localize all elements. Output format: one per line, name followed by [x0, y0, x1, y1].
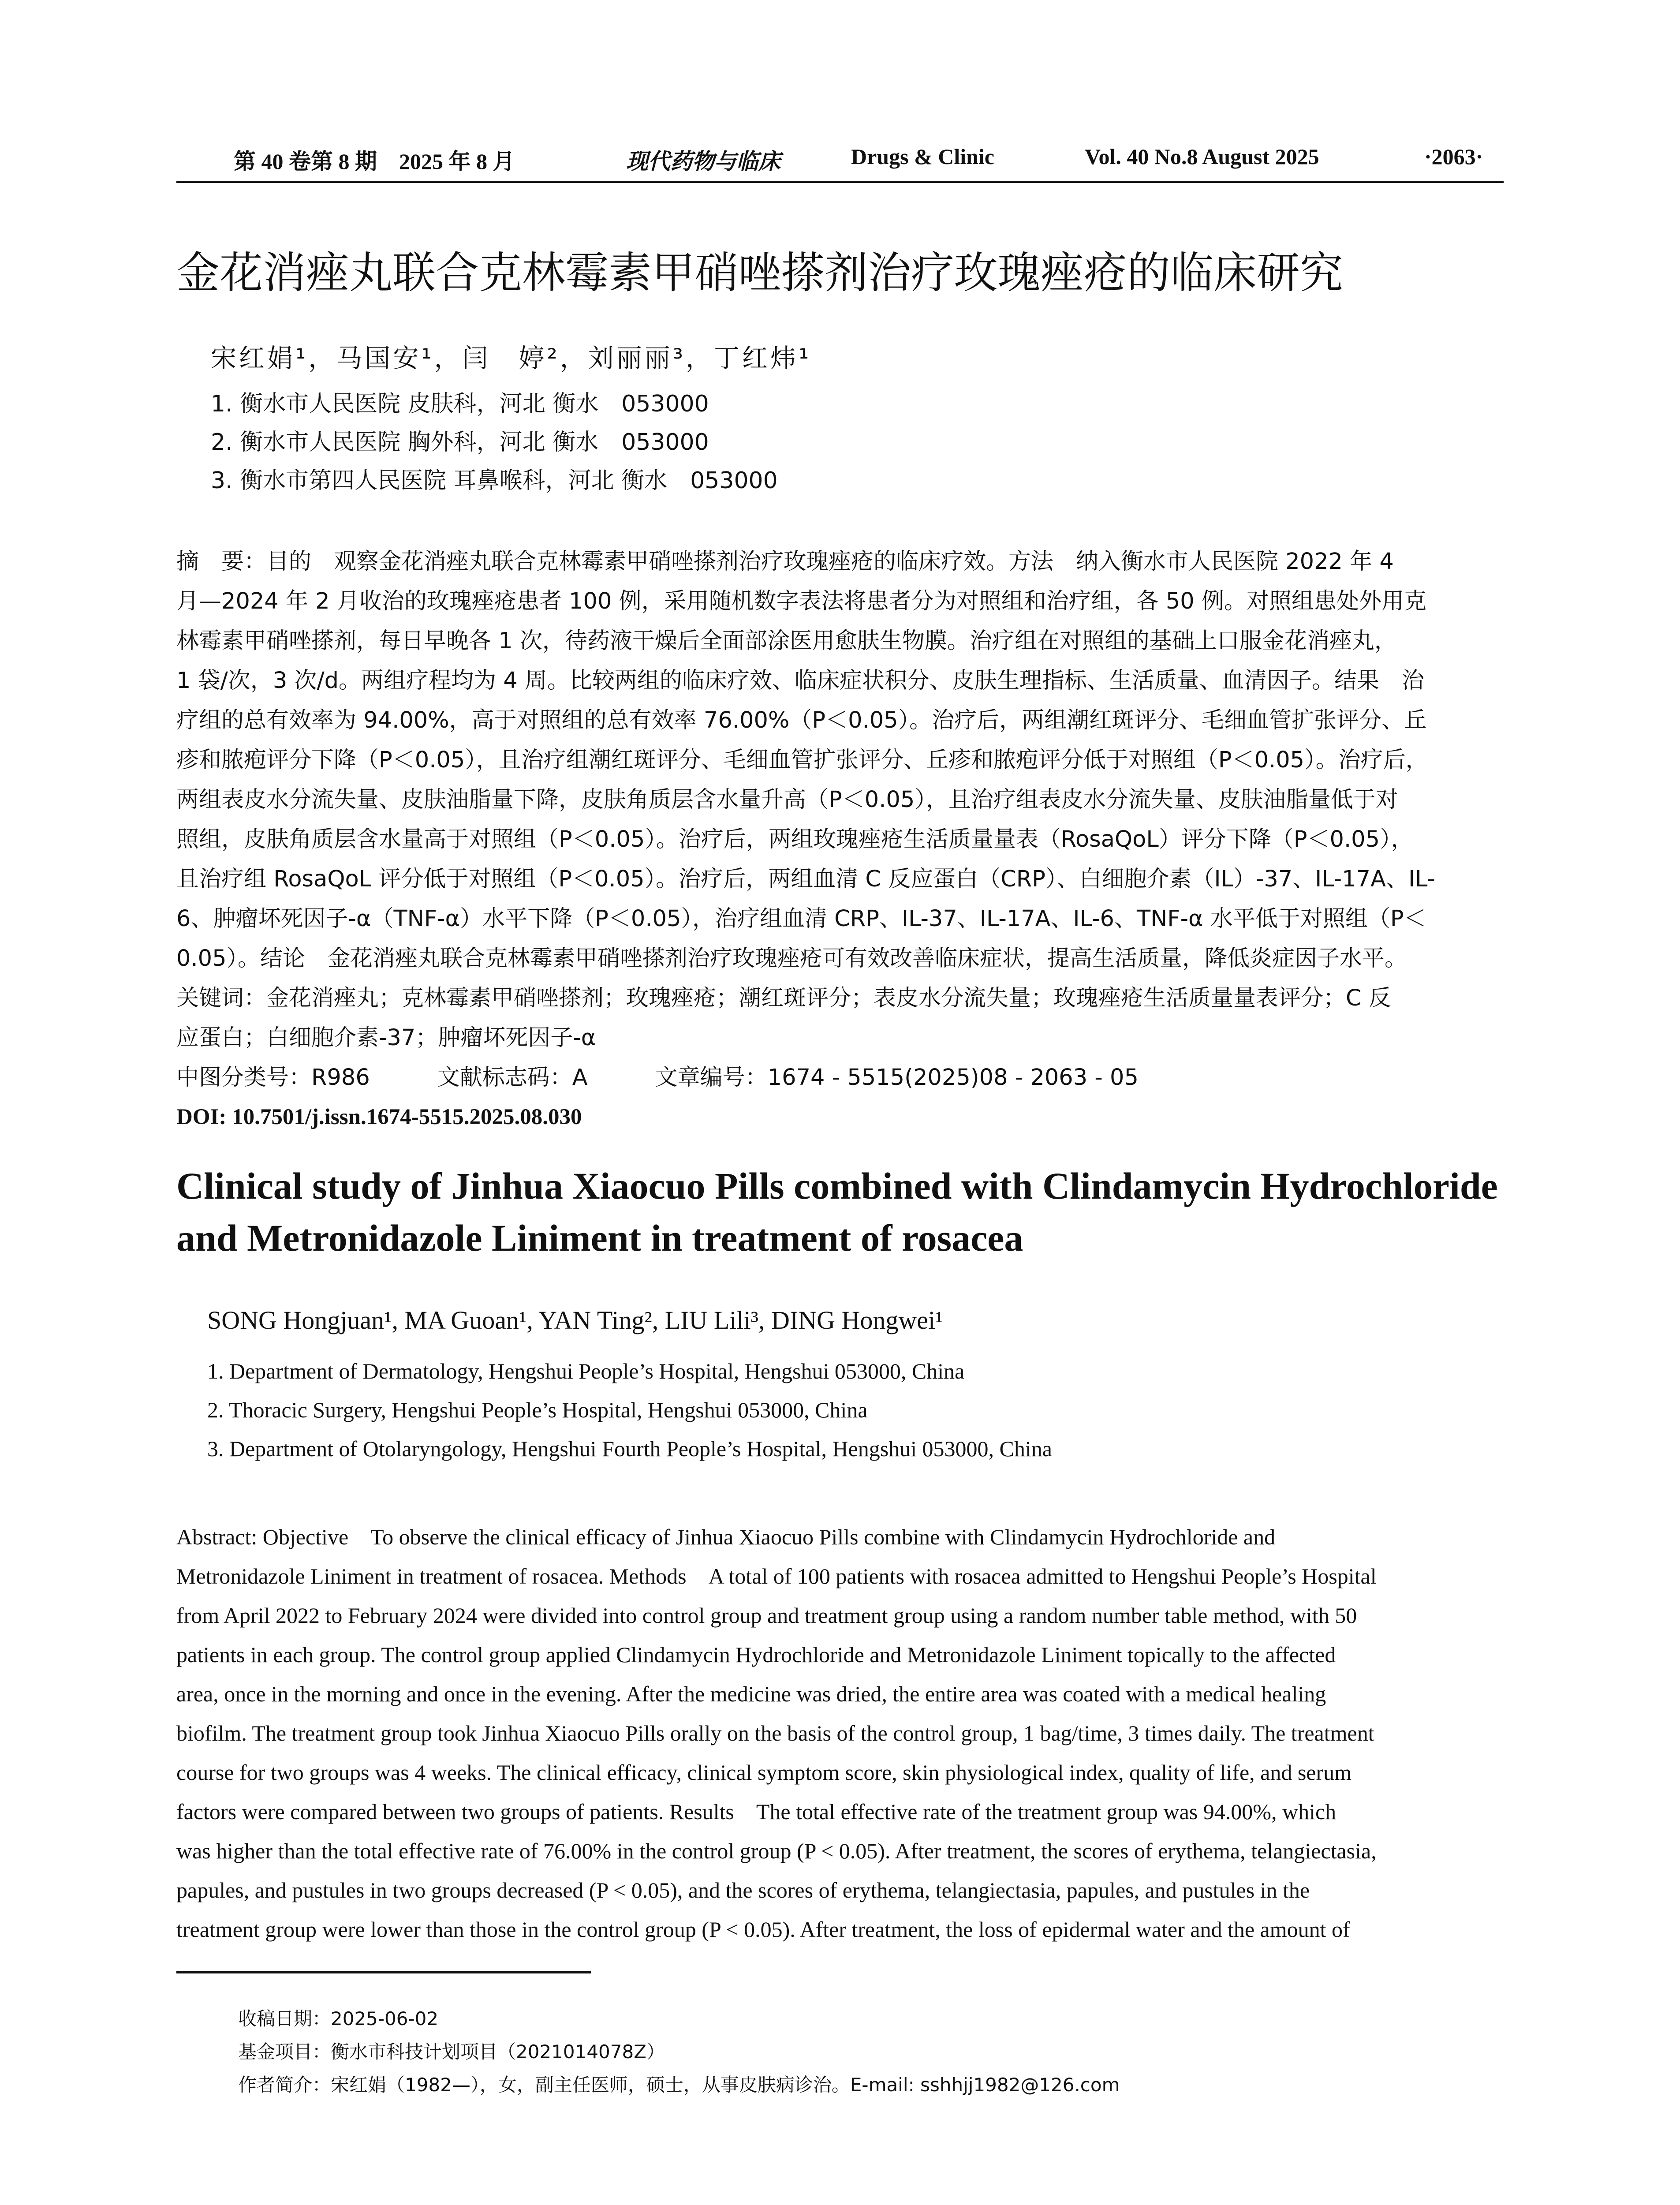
footnote-divider — [176, 1971, 591, 1973]
cn-abstract-line: 月—2024 年 2 月收治的玫瑰痤疮患者 100 例，采用随机数字表法将患者分为对照组和治疗组，各 50 例。对照组患处外用克 — [176, 588, 1426, 614]
en-abstract-line: papules, and pustules in two groups decreased (P < 0.05), and the scores of erythema, telangiectasia, papules, and pustules in the — [176, 1878, 1310, 1902]
cn-affiliation: 1. 衡水市人民医院 皮肤科，河北 衡水 053000 — [211, 391, 709, 417]
cn-abstract-line: 1 袋/次，3 次/d。两组疗程均为 4 周。比较两组的临床疗效、临床症状积分、皮肤生理指标、生活质量、血清因子。结果 治 — [176, 668, 1424, 694]
en-abstract-line: Metronidazole Liniment in treatment of rosacea. Methods A total of 100 patients with rosacea admitted to Hengshui People’s Hospital — [176, 1564, 1377, 1588]
en-abstract-line: from April 2022 to February 2024 were divided into control group and treatment group using a random number table method, with 50 — [176, 1603, 1357, 1628]
footnote-author-bio: 作者简介：宋红娟（1982—），女，副主任医师，硕士，从事皮肤病诊治。E-mail: sshhjj1982@126.com — [238, 2074, 1120, 2096]
cn-abstract-line: 且治疗组 RosaQoL 评分低于对照组（P＜0.05）。治疗后，两组血清 C 反应蛋白（CRP）、白细胞介素（IL）-37、IL-17A、IL- — [176, 866, 1435, 892]
cn-keywords-line: 应蛋白；白细胞介素-37；肿瘤坏死因子-α — [176, 1025, 596, 1051]
footnote-received: 收稿日期：2025-06-02 — [238, 2008, 439, 2029]
header-volume-en: Vol. 40 No.8 August 2025 — [1085, 144, 1319, 169]
en-title-line: Clinical study of Jinhua Xiaocuo Pills combined with Clindamycin Hydrochloride — [176, 1165, 1498, 1207]
cn-abstract-line: 照组，皮肤角质层含水量高于对照组（P＜0.05）。治疗后，两组玫瑰痤疮生活质量量表（RosaQoL）评分下降（P＜0.05）， — [176, 826, 1414, 852]
en-affiliation: 1. Department of Dermatology, Hengshui People’s Hospital, Hengshui 053000, China — [207, 1359, 965, 1383]
doi-line: DOI: 10.7501/j.issn.1674-5515.2025.08.030 — [176, 1105, 582, 1129]
cn-abstract-line: 两组表皮水分流失量、皮肤油脂量下降，皮肤角质层含水量升高（P＜0.05），且治疗组表皮水分流失量、皮肤油脂量低于对 — [176, 787, 1398, 813]
cn-affiliation: 3. 衡水市第四人民医院 耳鼻喉科，河北 衡水 053000 — [211, 467, 778, 494]
en-affiliation: 3. Department of Otolaryngology, Hengshui Fourth People’s Hospital, Hengshui 053000, China — [207, 1436, 1052, 1461]
cn-abstract-line: 摘 要：目的 观察金花消痤丸联合克林霉素甲硝唑搽剂治疗玫瑰痤疮的临床疗效。方法 纳入衡水市人民医院 2022 年 4 — [176, 549, 1394, 575]
header-page-number: ·2063· — [1424, 144, 1483, 169]
en-title — [176, 1160, 1504, 1264]
en-abstract-line: factors were compared between two groups of patients. Results The total effective rate of the treatment group was 94.00%, which — [176, 1799, 1337, 1824]
cn-abstract-line: 疗组的总有效率为 94.00%，高于对照组的总有效率 76.00%（P＜0.05）。治疗后，两组潮红斑评分、毛细血管扩张评分、丘 — [176, 707, 1427, 733]
cn-authors: 宋红娟¹，马国安¹，闫 婷²，刘丽丽³，丁红炜¹ — [211, 343, 812, 373]
en-authors: SONG Hongjuan¹, MA Guoan¹, YAN Ting², LIU Lili³, DING Hongwei¹ — [207, 1306, 943, 1334]
en-abstract-line: patients in each group. The control group applied Clindamycin Hydrochloride and Metronidazole Liniment topically to the affected — [176, 1642, 1336, 1667]
header-journal-en: Drugs & Clinic — [851, 144, 994, 169]
cn-abstract-line: 疹和脓疱评分下降（P＜0.05），且治疗组潮红斑评分、毛细血管扩张评分、丘疹和脓疱评分低于对照组（P＜0.05）。治疗后， — [176, 747, 1428, 773]
cn-affiliation: 2. 衡水市人民医院 胸外科，河北 衡水 053000 — [211, 429, 709, 456]
cn-title: 金花消痤丸联合克林霉素甲硝唑搽剂治疗玫瑰痤疮的临床研究 — [176, 248, 1344, 298]
cn-keywords-line: 关键词：金花消痤丸；克林霉素甲硝唑搽剂；玫瑰痤疮；潮红斑评分；表皮水分流失量；玫瑰痤疮生活质量量表评分；C 反 — [176, 985, 1391, 1011]
header-journal-cn: 现代药物与临床 — [626, 149, 780, 174]
en-title-line: and Metronidazole Liniment in treatment of rosacea — [176, 1217, 1023, 1259]
en-abstract-line: area, once in the morning and once in the evening. After the medicine was dried, the entire area was coated with a medical healing — [176, 1682, 1326, 1706]
en-abstract-line: Abstract: Objective To observe the clinical efficacy of Jinhua Xiaocuo Pills combine with Clindamycin Hydrochloride and — [176, 1525, 1276, 1549]
footnote-funding: 基金项目：衡水市科技计划项目（2021014078Z） — [238, 2041, 665, 2063]
en-abstract-line: treatment group were lower than those in the control group (P < 0.05). After treatment, the loss of epidermal water and the amount of — [176, 1917, 1350, 1942]
cn-abstract-line: 6、肿瘤坏死因子-α（TNF-α）水平下降（P＜0.05），治疗组血清 CRP、IL-37、IL-17A、IL-6、TNF-α 水平低于对照组（P＜ — [176, 906, 1426, 932]
en-abstract-line: was higher than the total effective rate of 76.00% in the control group (P < 0.05). After treatment, the scores of erythema, telangiectasia, — [176, 1839, 1377, 1863]
en-abstract-line: course for two groups was 4 weeks. The clinical efficacy, clinical symptom score, skin physiological index, quality of life, and serum — [176, 1760, 1352, 1785]
header-volume-cn: 第 40 卷第 8 期 2025 年 8 月 — [234, 149, 515, 174]
cn-abstract-line: 0.05）。结论 金花消痤丸联合克林霉素甲硝唑搽剂治疗玫瑰痤疮可有效改善临床症状，提高生活质量，降低炎症因子水平。 — [176, 946, 1407, 972]
classification-line: 中图分类号：R986 文献标志码：A 文章编号：1674 - 5515(2025)08 - 2063 - 05 — [176, 1065, 1139, 1091]
cn-abstract-line: 林霉素甲硝唑搽剂，每日早晚各 1 次，待药液干燥后全面部涂医用愈肤生物膜。治疗组在对照组的基础上口服金花消痤丸， — [176, 628, 1397, 654]
en-abstract-line: biofilm. The treatment group took Jinhua Xiaocuo Pills orally on the basis of the control group, 1 bag/time, 3 times daily. The treatment — [176, 1721, 1374, 1745]
en-affiliation: 2. Thoracic Surgery, Hengshui People’s Hospital, Hengshui 053000, China — [207, 1398, 868, 1422]
running-header — [176, 140, 1504, 183]
